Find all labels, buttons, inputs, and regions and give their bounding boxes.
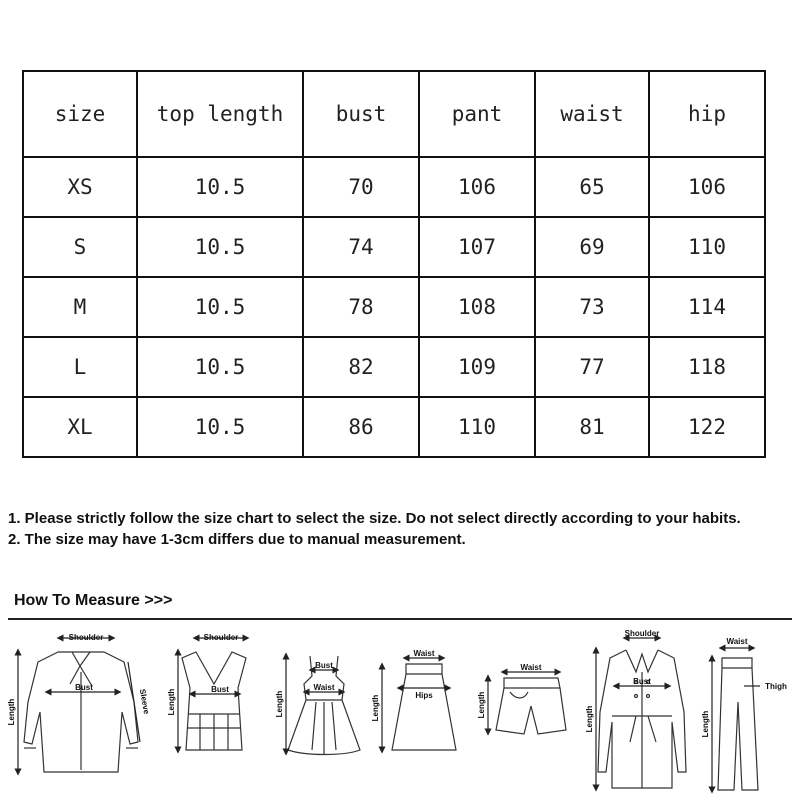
bust-label: Bust	[211, 685, 229, 694]
thigh-label: Thigh	[765, 682, 787, 691]
table-cell: 106	[419, 157, 535, 217]
table-cell: 81	[535, 397, 649, 457]
table-cell: 122	[649, 397, 765, 457]
table-cell: 114	[649, 277, 765, 337]
note-strict-size: 1. Please strictly follow the size chart to select the size. Do not select directly according to your habits.	[8, 510, 741, 527]
table-cell: 77	[535, 337, 649, 397]
bust-label: Bust	[633, 677, 651, 686]
table-row	[23, 397, 765, 457]
column-header: top length	[137, 71, 303, 157]
table-cell: 78	[303, 277, 419, 337]
dress-icon	[288, 656, 360, 755]
table-cell: XL	[23, 397, 137, 457]
arrows-icon: >>>	[144, 592, 173, 609]
hips-label: Hips	[415, 691, 433, 700]
length-label: Length	[7, 698, 16, 726]
size-notes	[8, 508, 792, 550]
bust-label: Bust	[75, 683, 93, 692]
length-label: Length	[371, 694, 380, 722]
length-label: Length	[477, 691, 486, 719]
column-header: hip	[649, 71, 765, 157]
table-cell: 86	[303, 397, 419, 457]
table-cell: L	[23, 337, 137, 397]
table-header-row	[23, 71, 765, 157]
size-table	[22, 70, 766, 458]
table-cell: 73	[535, 277, 649, 337]
table-cell: M	[23, 277, 137, 337]
table-cell: S	[23, 217, 137, 277]
column-header: waist	[535, 71, 649, 157]
waist-label: Waist	[413, 649, 435, 658]
column-header: size	[23, 71, 137, 157]
table-cell: 74	[303, 217, 419, 277]
shoulder-label: Shoulder	[624, 629, 660, 638]
sleeve-label: Sleeve	[137, 688, 152, 715]
length-label: Length	[167, 688, 176, 716]
waist-label: Waist	[520, 663, 542, 672]
table-cell: XS	[23, 157, 137, 217]
table-cell: 70	[303, 157, 419, 217]
waist-label: Waist	[726, 637, 748, 646]
table-cell: 107	[419, 217, 535, 277]
table-cell: 106	[649, 157, 765, 217]
how-to-measure-label: How To Measure	[14, 592, 140, 609]
shoulder-label: Shoulder	[203, 633, 239, 642]
length-label: Length	[585, 705, 594, 733]
table-cell: 65	[535, 157, 649, 217]
length-label: Length	[275, 690, 284, 718]
table-cell: 110	[649, 217, 765, 277]
table-cell: 10.5	[137, 217, 303, 277]
table-cell: 69	[535, 217, 649, 277]
table-row	[23, 157, 765, 217]
table-cell: 10.5	[137, 157, 303, 217]
table-row	[23, 277, 765, 337]
bust-label: Bust	[315, 661, 333, 670]
table-cell: 10.5	[137, 397, 303, 457]
table-row	[23, 217, 765, 277]
how-to-measure-title	[14, 592, 172, 610]
table-cell: 118	[649, 337, 765, 397]
blouse-icon	[24, 652, 138, 772]
waist-label: Waist	[313, 683, 335, 692]
skirt-icon	[392, 664, 456, 750]
length-label: Length	[701, 710, 710, 738]
shorts-icon	[496, 678, 566, 734]
divider	[8, 618, 792, 620]
table-cell: 108	[419, 277, 535, 337]
table-cell: 10.5	[137, 337, 303, 397]
table-cell: 82	[303, 337, 419, 397]
table-cell: 110	[419, 397, 535, 457]
how-to-measure-illustrations	[0, 622, 800, 800]
column-header: pant	[419, 71, 535, 157]
shoulder-label: Shoulder	[68, 633, 104, 642]
note-measurement-tolerance: 2. The size may have 1-3cm differs due to manual measurement.	[8, 531, 466, 548]
table-row	[23, 337, 765, 397]
tank-top-icon	[182, 652, 246, 750]
column-header: bust	[303, 71, 419, 157]
trousers-icon	[718, 658, 758, 790]
table-cell: 10.5	[137, 277, 303, 337]
coat-icon	[598, 650, 686, 788]
table-cell: 109	[419, 337, 535, 397]
